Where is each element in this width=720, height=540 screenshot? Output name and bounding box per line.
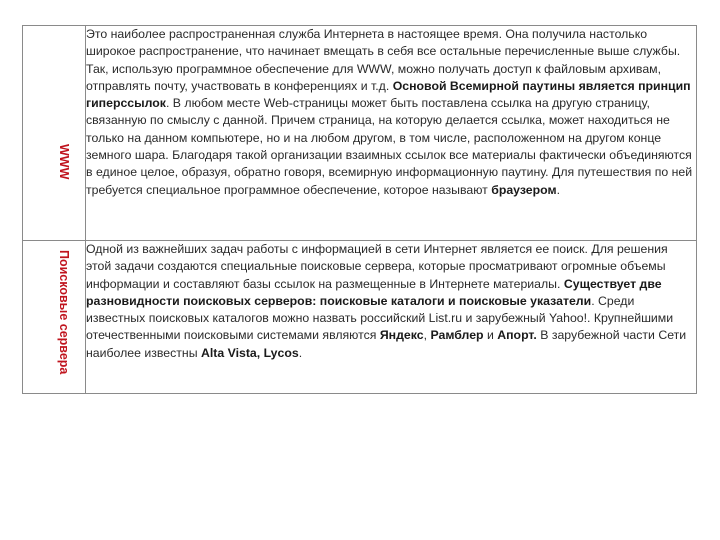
- bold-segment: браузером: [491, 182, 557, 197]
- bold-segment: Апорт.: [497, 328, 537, 343]
- text-segment: и: [483, 328, 498, 343]
- text-segment: Это наиболее распространенная служба Интернета в настоящее время. Она получила настолько широкое распространение, что начинает вмещать в себя все остальные перечисленные выше службы. Так, использую программное обеспечение для WWW, можно получать доступ к файловым архивам, отправлять почту, участвовать в конференциях и т.д.: [86, 27, 681, 93]
- table-row-www: [23, 26, 697, 241]
- row-label-search-servers: Поисковые сервера: [57, 250, 71, 375]
- text-segment: .: [556, 182, 561, 197]
- bold-segment: Alta Vista, Lycos: [200, 345, 299, 360]
- table-row-search-servers: [23, 241, 697, 394]
- text-segment: . Среди известных поисковых каталогов можно назвать российский List.ru и зарубежный Yahoo!. Крупнейшими отечественными поисковыми системами являются: [86, 293, 674, 343]
- row-label-cell: [23, 26, 86, 241]
- bold-segment: Существует две разновидности поисковых серверов: поисковые каталоги и поисковые указатели: [86, 276, 662, 308]
- row-label-cell: [23, 241, 86, 394]
- text-segment: ,: [423, 328, 431, 343]
- bold-segment: Яндекс: [379, 328, 424, 343]
- text-segment: В зарубежной части Сети наиболее известны: [86, 328, 687, 360]
- bold-segment: Рамблер: [430, 328, 484, 343]
- services-table: [22, 25, 697, 394]
- row-text-www: [86, 26, 697, 241]
- text-segment: .: [298, 345, 303, 360]
- text-segment: . В любом месте Web-страницы может быть поставлена ссылка на другую страницу, связанную по смыслу с данной. Причем страница, на которую делается ссылка, может находиться не только на данном компьютере, но и на любом другом, в том числе, расположенном на другом конце земного шара. Благодаря такой организации взаимных ссылок все материалы фактически объединяются в единое целое, образуя, обратно говоря, всемирную информационную паутину. Для путешествия по ней требуется специальное программное обеспечение, которое называют: [86, 96, 693, 197]
- text-segment: Одной из важнейших задач работы с информацией в сети Интернет является ее поиск. Для решения этой задачи создаются специальные поисковые сервера, которые просматривают огромные объемы информации и составляют базы ссылок на размещенные в Интернете материалы.: [86, 242, 668, 291]
- row-text-search-servers: [86, 241, 697, 394]
- bold-segment: Основой Всемирной паутины является принцип гиперссылок: [86, 78, 691, 111]
- row-label-www: WWW: [57, 144, 71, 180]
